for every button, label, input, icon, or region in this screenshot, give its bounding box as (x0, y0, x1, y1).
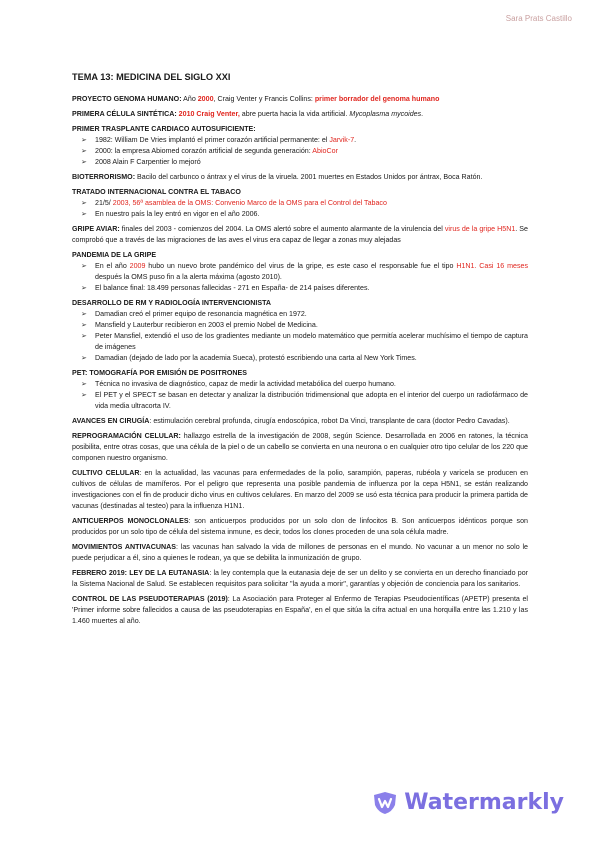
section-pseudoterapias: CONTROL DE LAS PSEUDOTERAPIAS (2019): La Asociación para Proteger al Enfermo de Terapias Pseudocientíficas (APETP) presenta el 'Primer informe sobre fallecidos a causa de las pseudoterapias en España', en el que sitúa la cifra actual en una horquilla entre las 1.210 y las 1.460 muertes al año. (72, 595, 529, 625)
bullet-arrow-icon: ➢ (81, 148, 87, 155)
section-anticuerpos: ANTICUERPOS MONOCLONALES: son anticuerpos producidos por un solo clon de linfocitos B. Son anticuerpos idénticos porque son producidos por un solo tipo de célula del sistema inmune, es decir, todos los clones proceden de una sola célula madre. (72, 517, 528, 536)
bullet-arrow-icon: ➢ (81, 159, 87, 166)
list-item: ➢ En el año 2009 hubo un nuevo brote pandémico del virus de la gripe, es este caso el responsable fue el tipo H1N1. Casi 16 meses después la OMS puso fin a la alerta máxima (agosto 2010). (81, 262, 529, 281)
section-rm: DESARROLLO DE RM Y RADIOLOGÍA INTERVENCIONISTA (72, 299, 272, 307)
section-cirugia: AVANCES EN CIRUGÍA: estimulación cerebral profunda, cirugía endoscópica, robot Da Vinci, transplante de cara (doctor Pedro Cavadas). (72, 417, 510, 425)
list-item: ➢ Técnica no invasiva de diagnóstico, capaz de medir la actividad metabólica del cuerpo humano. (81, 380, 396, 388)
watermark (372, 790, 564, 815)
list-item: ➢ El PET y el SPECT se basan en detectar y analizar la distribución tridimensional que adopta en el interior del cuerpo un radiofármaco de vida media ultracorta IV. (81, 391, 528, 410)
bullet-arrow-icon: ➢ (81, 311, 87, 318)
label: PROYECTO GENOMA HUMANO: (72, 95, 182, 103)
list-item: ➢ 2008 Alain F Carpentier lo mejoró (81, 158, 201, 166)
author-name: Sara Prats Castillo (505, 14, 572, 23)
pet-list (72, 379, 528, 412)
list-item: ➢ 2000: la empresa Abiomed corazón artificial de segunda generación: AbioCor (81, 147, 338, 155)
bullet-arrow-icon: ➢ (81, 263, 87, 270)
bullet-arrow-icon: ➢ (81, 211, 87, 218)
list-item: ➢ Damadian creó el primer equipo de resonancia magnética en 1972. (81, 310, 307, 318)
document-page (72, 72, 528, 631)
tabaco-list (72, 198, 528, 220)
section-pandemia: PANDEMIA DE LA GRIPE (72, 251, 157, 259)
section-antivacunas: MOVIMIENTOS ANTIVACUNAS: las vacunas han salvado la vida de millones de personas en el mundo. No vacunar a un menor no solo le puede perjudicar a él, sino a quienes le rodean, ya que se debilita la inmunización de grupo. (72, 543, 528, 562)
section-reprogramacion: REPROGRAMACIÓN CELULAR: hallazgo estrella de la investigación de 2008, según Science. Desarrollada en 2006 en ratones, la técnica posibilita, entre otras cosas, que una célula de la piel o de un cabello se convierta en una neurona o en cualquier otro tipo celular de los 220 que componen nuestro organismo. (72, 432, 528, 462)
bullet-arrow-icon: ➢ (81, 333, 87, 340)
section-eutanasia: FEBRERO 2019: LEY DE LA EUTANASIA: la ley contempla que la eutanasia deje de ser un delito y se convierta en un derecho financiado por la Sistema Nacional de Salud. Se establecen requisitos para solicitar "la ayuda a morir", garantías y objeción de conciencia para los sanitarios. (72, 569, 529, 588)
list-item: ➢ 21/5/ 2003, 56ª asamblea de la OMS: Convenio Marco de la OMS para el Control del Tabaco (81, 199, 387, 207)
list-item: ➢ Peter Mansfiel, extendió el uso de los gradientes mediante un modelo matemático que permitía acelerar muchísimo el tiempo de captura de imágenes (81, 332, 528, 351)
pandemia-list (72, 261, 528, 294)
rm-list (72, 309, 528, 364)
section-cultivo: CULTIVO CELULAR: en la actualidad, las vacunas para enfermedades de la polio, sarampión, paperas, rubéola y varicela se producen en cultivos de células de mamíferos. Por el peligro que representa una posible pandemia de influenza por la cepa H5N1, se están realizando investigaciones con el fin de producir dicho virus en cultivos celulares. En marzo del 2009 se usó esta técnica para producir la primera partida de vacunas (destinadas al testeo) para la influenza H1N1. (72, 469, 528, 510)
bullet-arrow-icon: ➢ (81, 137, 87, 144)
section-gripe-aviar: GRIPE AVIAR: finales del 2003 - comienzos del 2004. La OMS alertó sobre el aumento alarmante de la virulencia del virus de la gripe H5N1. Se comprobó que a través de las migraciones de las aves el virus era capaz de llegar a zonas muy alejadas (72, 225, 528, 244)
list-item: ➢ Mansfield y Lauterbur recibieron en 2003 el premio Nobel de Medicina. (81, 321, 318, 329)
watermark-text: Watermarkly (404, 790, 564, 815)
bullet-arrow-icon: ➢ (81, 285, 87, 292)
bullet-arrow-icon: ➢ (81, 381, 87, 388)
list-item: ➢ 1982: William De Vries implantó el primer corazón artificial permanente: el Jarvik-7. (81, 136, 357, 144)
page-title: TEMA 13: MEDICINA DEL SIGLO XXI (72, 72, 231, 82)
bullet-arrow-icon: ➢ (81, 322, 87, 329)
bullet-arrow-icon: ➢ (81, 392, 87, 399)
section-celula: PRIMERA CÉLULA SINTÉTICA: 2010 Craig Venter, abre puerta hacia la vida artificial. Mycoplasma mycoides. (72, 110, 424, 118)
shield-logo-icon (372, 791, 398, 815)
list-item: ➢ El balance final: 18.499 personas fallecidas - 271 en España- de 214 países diferentes. (81, 284, 370, 292)
section-pet: PET: TOMOGRAFÍA POR EMISIÓN DE POSITRONES (72, 369, 247, 377)
bullet-arrow-icon: ➢ (81, 355, 87, 362)
list-item: ➢ En nuestro país la ley entró en vigor en el año 2006. (81, 210, 260, 218)
bullet-arrow-icon: ➢ (81, 200, 87, 207)
list-item: ➢ Damadian (dejado de lado por la academia Sueca), protestó escribiendo una carta al New York Times. (81, 354, 417, 362)
section-tabaco: TRATADO INTERNACIONAL CONTRA EL TABACO (72, 188, 241, 196)
section-bioterrorismo: BIOTERRORISMO: Bacilo del carbunco o ántrax y el virus de la viruela. 2001 muertes en Estados Unidos por ántrax, Boca Ratón. (72, 173, 483, 181)
section-genoma: PROYECTO GENOMA HUMANO: Año 2000, Craig Venter y Francis Collins: primer borrador del genoma humano (72, 95, 440, 103)
trasplante-list (72, 135, 528, 168)
section-trasplante: PRIMER TRASPLANTE CARDIACO AUTOSUFICIENTE: (72, 125, 256, 133)
